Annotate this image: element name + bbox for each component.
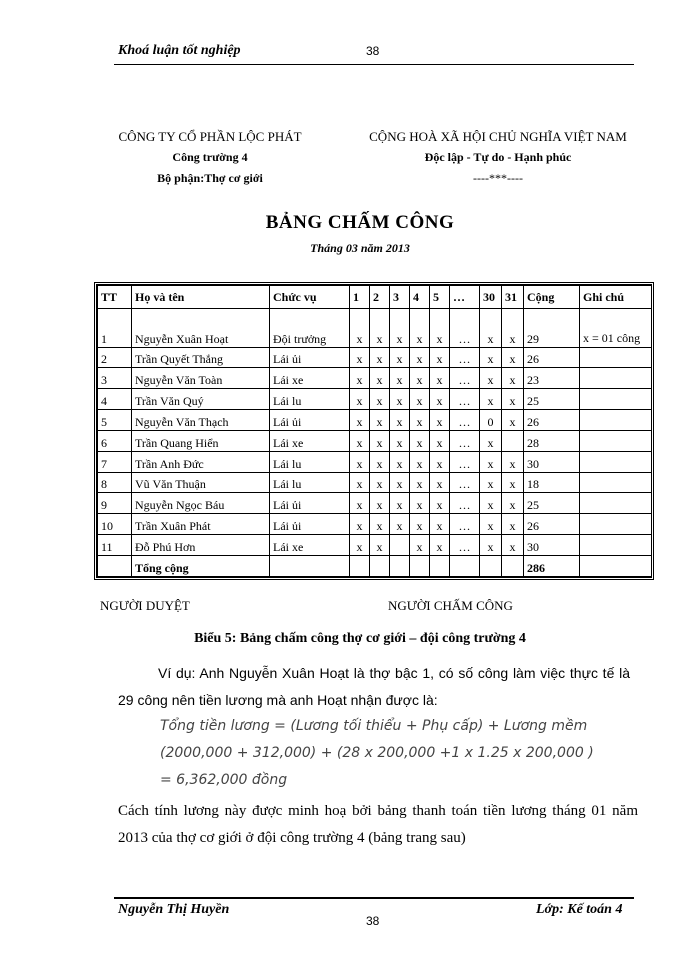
header-page-number: 38 bbox=[366, 44, 380, 58]
cell-day-2: x bbox=[370, 309, 390, 348]
cell-position: Lái xe bbox=[270, 430, 350, 451]
cell-ellipsis: … bbox=[450, 493, 480, 514]
attendance-table-frame bbox=[94, 282, 654, 580]
cell-name: Trần Quang Hiển bbox=[132, 430, 270, 451]
cell-total: 29 bbox=[524, 309, 580, 348]
cell-day-4: x bbox=[410, 430, 430, 451]
cell-day-1: x bbox=[350, 472, 370, 493]
table-row bbox=[98, 472, 652, 493]
cell-tt: 10 bbox=[98, 514, 132, 535]
cell-tt: 2 bbox=[98, 347, 132, 368]
col-header-tt: TT bbox=[98, 286, 132, 309]
cell-day-4: x bbox=[410, 309, 430, 348]
formula-line-1: Tổng tiền lương = (Lương tối thiểu + Phụ cấp) + Lương mềm bbox=[160, 718, 588, 734]
cell-total: 18 bbox=[524, 472, 580, 493]
cell-day-5: x bbox=[430, 472, 450, 493]
cell-ellipsis: … bbox=[450, 309, 480, 348]
cell-day-3: x bbox=[390, 493, 410, 514]
total-empty-cell bbox=[450, 556, 480, 577]
header-rule bbox=[114, 64, 634, 65]
cell-day-4: x bbox=[410, 472, 430, 493]
cell-day-2: x bbox=[370, 493, 390, 514]
cell-day-5: x bbox=[430, 535, 450, 556]
cell-day-30: x bbox=[480, 309, 502, 348]
table-header-row bbox=[98, 286, 652, 309]
cell-ellipsis: … bbox=[450, 347, 480, 368]
table-row bbox=[98, 535, 652, 556]
cell-day-1: x bbox=[350, 451, 370, 472]
cell-note bbox=[580, 514, 652, 535]
table-body bbox=[98, 309, 652, 577]
cell-day-2: x bbox=[370, 430, 390, 451]
cell-day-31 bbox=[502, 430, 524, 451]
company-name: CÔNG TY CỔ PHẦN LỘC PHÁT bbox=[118, 129, 302, 144]
cell-name: Trần Xuân Phát bbox=[132, 514, 270, 535]
cell-day-1: x bbox=[350, 389, 370, 410]
cell-day-3: x bbox=[390, 368, 410, 389]
table-row bbox=[98, 389, 652, 410]
cell-tt: 11 bbox=[98, 535, 132, 556]
cell-day-31: x bbox=[502, 451, 524, 472]
total-label: Tổng cộng bbox=[132, 556, 270, 577]
total-empty-cell bbox=[580, 556, 652, 577]
republic-stars: ----***---- bbox=[473, 171, 523, 185]
cell-day-30: x bbox=[480, 514, 502, 535]
cell-note bbox=[580, 535, 652, 556]
cell-total: 25 bbox=[524, 389, 580, 410]
cell-position: Lái ủi bbox=[270, 347, 350, 368]
cell-day-31: x bbox=[502, 514, 524, 535]
total-empty-cell bbox=[350, 556, 370, 577]
cell-day-5: x bbox=[430, 493, 450, 514]
cell-day-3: x bbox=[390, 451, 410, 472]
cell-day-5: x bbox=[430, 451, 450, 472]
cell-tt: 7 bbox=[98, 451, 132, 472]
cell-day-4: x bbox=[410, 535, 430, 556]
cell-ellipsis: … bbox=[450, 368, 480, 389]
cell-day-1: x bbox=[350, 410, 370, 431]
cell-day-2: x bbox=[370, 514, 390, 535]
cell-day-1: x bbox=[350, 535, 370, 556]
cell-position: Lái xe bbox=[270, 535, 350, 556]
republic-motto: Độc lập - Tự do - Hạnh phúc bbox=[424, 150, 572, 164]
cell-day-30: x bbox=[480, 430, 502, 451]
closing-paragraph: Cách tính lương này được minh hoạ bởi bảng thanh toán tiền lương tháng 01 năm 2013 của thợ cơ giới ở đội công trường 4 (bảng trang sau) bbox=[118, 803, 638, 846]
cell-day-4: x bbox=[410, 514, 430, 535]
cell-total: 26 bbox=[524, 514, 580, 535]
cell-tt: 5 bbox=[98, 410, 132, 431]
cell-name: Trần Anh Đức bbox=[132, 451, 270, 472]
table-row bbox=[98, 430, 652, 451]
cell-day-31: x bbox=[502, 389, 524, 410]
cell-day-2: x bbox=[370, 451, 390, 472]
total-empty-cell bbox=[480, 556, 502, 577]
cell-day-30: x bbox=[480, 493, 502, 514]
cell-ellipsis: … bbox=[450, 410, 480, 431]
cell-day-3: x bbox=[390, 472, 410, 493]
cell-position: Lái ủi bbox=[270, 410, 350, 431]
formula-line-3: = 6,362,000 đồng bbox=[160, 772, 288, 788]
cell-note bbox=[580, 368, 652, 389]
cell-position: Đội trưởng bbox=[270, 309, 350, 348]
signature-approver: NGƯỜI DUYỆT bbox=[100, 598, 190, 613]
cell-day-5: x bbox=[430, 309, 450, 348]
cell-name: Đỗ Phú Hơn bbox=[132, 535, 270, 556]
cell-day-3 bbox=[390, 535, 410, 556]
total-empty-cell bbox=[390, 556, 410, 577]
cell-note bbox=[580, 451, 652, 472]
table-total-row bbox=[98, 556, 652, 577]
cell-day-31: x bbox=[502, 535, 524, 556]
cell-total: 30 bbox=[524, 535, 580, 556]
cell-day-3: x bbox=[390, 309, 410, 348]
table-row bbox=[98, 347, 652, 368]
cell-day-5: x bbox=[430, 430, 450, 451]
cell-day-31: x bbox=[502, 410, 524, 431]
signature-timekeeper: NGƯỜI CHẤM CÔNG bbox=[388, 598, 513, 613]
cell-note: x = 01 công bbox=[580, 309, 652, 348]
cell-day-30: x bbox=[480, 472, 502, 493]
cell-day-30: x bbox=[480, 347, 502, 368]
cell-name: Nguyễn Ngọc Báu bbox=[132, 493, 270, 514]
cell-position: Lái lu bbox=[270, 389, 350, 410]
cell-ellipsis: … bbox=[450, 472, 480, 493]
cell-day-3: x bbox=[390, 410, 410, 431]
cell-name: Vũ Văn Thuận bbox=[132, 472, 270, 493]
col-header-position: Chức vụ bbox=[270, 286, 350, 309]
cell-name: Nguyễn Văn Toàn bbox=[132, 368, 270, 389]
table-row bbox=[98, 309, 652, 348]
cell-day-4: x bbox=[410, 493, 430, 514]
footer-author: Nguyễn Thị Huyền bbox=[118, 902, 230, 917]
cell-position: Lái xe bbox=[270, 368, 350, 389]
cell-day-2: x bbox=[370, 389, 390, 410]
cell-note bbox=[580, 347, 652, 368]
table-row bbox=[98, 368, 652, 389]
cell-day-5: x bbox=[430, 389, 450, 410]
cell-day-31: x bbox=[502, 368, 524, 389]
cell-ellipsis: … bbox=[450, 430, 480, 451]
company-dept: Bộ phận:Thợ cơ giới bbox=[157, 171, 263, 185]
cell-day-3: x bbox=[390, 389, 410, 410]
cell-position: Lái ủi bbox=[270, 514, 350, 535]
cell-day-30: x bbox=[480, 451, 502, 472]
cell-day-1: x bbox=[350, 368, 370, 389]
cell-total: 26 bbox=[524, 410, 580, 431]
cell-day-1: x bbox=[350, 493, 370, 514]
table-row bbox=[98, 493, 652, 514]
cell-total: 25 bbox=[524, 493, 580, 514]
cell-total: 28 bbox=[524, 430, 580, 451]
cell-ellipsis: … bbox=[450, 451, 480, 472]
col-header-day-30: 30 bbox=[480, 286, 502, 309]
col-header-day-3: 3 bbox=[390, 286, 410, 309]
cell-day-3: x bbox=[390, 514, 410, 535]
cell-name: Trần Văn Quý bbox=[132, 389, 270, 410]
formula-line-2: (2000,000 + 312,000) + (28 x 200,000 +1 x 1.25 x 200,000 ) bbox=[160, 745, 594, 761]
table-row bbox=[98, 451, 652, 472]
cell-note bbox=[580, 389, 652, 410]
cell-position: Lái lu bbox=[270, 472, 350, 493]
col-header-ellipsis: … bbox=[450, 286, 480, 309]
cell-day-31: x bbox=[502, 347, 524, 368]
cell-ellipsis: … bbox=[450, 535, 480, 556]
cell-day-1: x bbox=[350, 309, 370, 348]
cell-tt: 3 bbox=[98, 368, 132, 389]
total-empty-cell bbox=[502, 556, 524, 577]
document-title: BẢNG CHẤM CÔNG bbox=[265, 212, 455, 233]
cell-name: Trần Quyết Thắng bbox=[132, 347, 270, 368]
cell-day-1: x bbox=[350, 514, 370, 535]
table-row bbox=[98, 410, 652, 431]
cell-day-5: x bbox=[430, 410, 450, 431]
col-header-total: Cộng bbox=[524, 286, 580, 309]
cell-tt: 9 bbox=[98, 493, 132, 514]
cell-day-2: x bbox=[370, 347, 390, 368]
cell-name: Nguyễn Văn Thạch bbox=[132, 410, 270, 431]
cell-day-1: x bbox=[350, 347, 370, 368]
cell-note bbox=[580, 472, 652, 493]
cell-ellipsis: … bbox=[450, 389, 480, 410]
col-header-name: Họ và tên bbox=[132, 286, 270, 309]
cell-day-5: x bbox=[430, 347, 450, 368]
cell-day-2: x bbox=[370, 472, 390, 493]
col-header-day-5: 5 bbox=[430, 286, 450, 309]
republic-block bbox=[348, 126, 648, 189]
cell-day-31: x bbox=[502, 309, 524, 348]
cell-note bbox=[580, 410, 652, 431]
cell-day-4: x bbox=[410, 389, 430, 410]
cell-note bbox=[580, 430, 652, 451]
cell-position: Lái ủi bbox=[270, 493, 350, 514]
col-header-day-31: 31 bbox=[502, 286, 524, 309]
attendance-table bbox=[97, 285, 652, 577]
cell-tt: 6 bbox=[98, 430, 132, 451]
cell-total: 23 bbox=[524, 368, 580, 389]
col-header-day-4: 4 bbox=[410, 286, 430, 309]
total-empty-cell bbox=[370, 556, 390, 577]
cell-day-2: x bbox=[370, 368, 390, 389]
document-subtitle: Tháng 03 năm 2013 bbox=[310, 241, 410, 255]
footer-class: Lớp: Kế toán 4 bbox=[536, 902, 623, 917]
cell-day-4: x bbox=[410, 410, 430, 431]
cell-note bbox=[580, 493, 652, 514]
col-header-note: Ghi chú bbox=[580, 286, 652, 309]
total-empty-cell bbox=[98, 556, 132, 577]
cell-day-5: x bbox=[430, 514, 450, 535]
cell-day-3: x bbox=[390, 347, 410, 368]
figure-caption: Biểu 5: Bảng chấm công thợ cơ giới – đội công trường 4 bbox=[194, 631, 526, 646]
header-title: Khoá luận tốt nghiệp bbox=[118, 43, 241, 58]
col-header-day-1: 1 bbox=[350, 286, 370, 309]
total-empty-cell bbox=[410, 556, 430, 577]
cell-day-2: x bbox=[370, 535, 390, 556]
cell-day-31: x bbox=[502, 493, 524, 514]
cell-tt: 4 bbox=[98, 389, 132, 410]
total-empty-cell bbox=[270, 556, 350, 577]
cell-day-4: x bbox=[410, 451, 430, 472]
cell-day-4: x bbox=[410, 368, 430, 389]
cell-total: 30 bbox=[524, 451, 580, 472]
cell-day-30: x bbox=[480, 535, 502, 556]
cell-name: Nguyễn Xuân Hoạt bbox=[132, 309, 270, 348]
cell-day-30: x bbox=[480, 368, 502, 389]
cell-day-2: x bbox=[370, 410, 390, 431]
cell-position: Lái lu bbox=[270, 451, 350, 472]
total-empty-cell bbox=[430, 556, 450, 577]
cell-day-30: 0 bbox=[480, 410, 502, 431]
cell-day-5: x bbox=[430, 368, 450, 389]
cell-day-1: x bbox=[350, 430, 370, 451]
table-row bbox=[98, 514, 652, 535]
cell-ellipsis: … bbox=[450, 514, 480, 535]
cell-day-3: x bbox=[390, 430, 410, 451]
company-site: Công trường 4 bbox=[172, 150, 248, 164]
footer-page-number: 38 bbox=[366, 914, 380, 928]
footer-rule bbox=[114, 897, 634, 899]
cell-total: 26 bbox=[524, 347, 580, 368]
cell-tt: 1 bbox=[98, 309, 132, 348]
col-header-day-2: 2 bbox=[370, 286, 390, 309]
cell-day-31: x bbox=[502, 472, 524, 493]
cell-tt: 8 bbox=[98, 472, 132, 493]
company-block bbox=[100, 126, 320, 189]
cell-day-4: x bbox=[410, 347, 430, 368]
republic-name: CỘNG HOÀ XÃ HỘI CHỦ NGHĨA VIỆT NAM bbox=[369, 129, 627, 144]
cell-day-30: x bbox=[480, 389, 502, 410]
example-paragraph: Ví dụ: Anh Nguyễn Xuân Hoạt là thợ bậc 1, có số công làm việc thực tế là 29 công nên tiền lương mà anh Hoạt nhận được là: bbox=[118, 665, 630, 708]
total-value: 286 bbox=[524, 556, 580, 577]
